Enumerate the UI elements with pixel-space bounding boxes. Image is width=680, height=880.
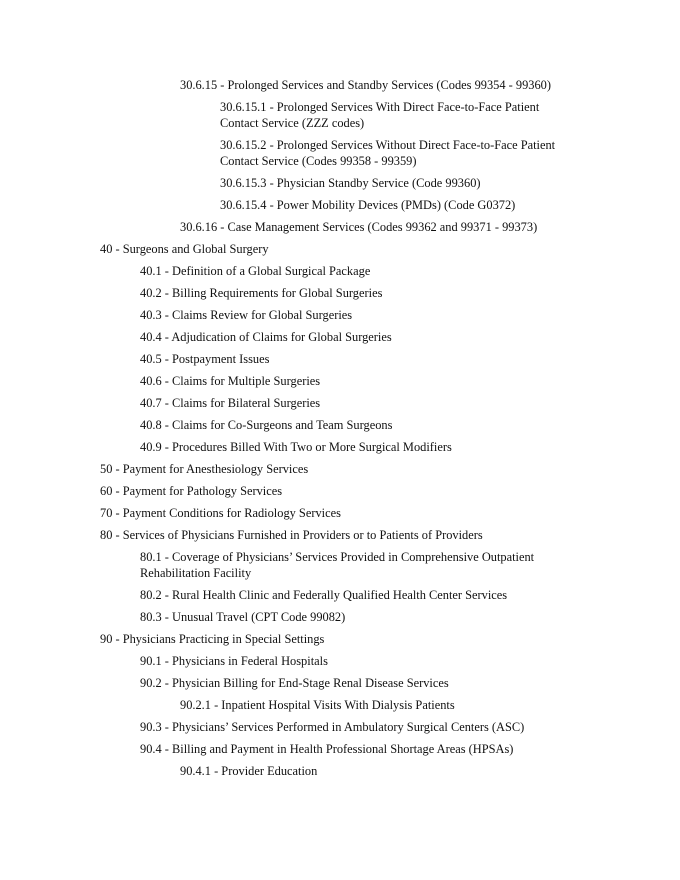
toc-entry[interactable]: 90.2.1 - Inpatient Hospital Visits With Dialysis Patients bbox=[180, 698, 455, 712]
toc-entry[interactable]: 30.6.16 - Case Management Services (Codes 99362 and 99371 - 99373) bbox=[180, 220, 538, 234]
toc-entry[interactable]: 40.2 - Billing Requirements for Global Surgeries bbox=[140, 286, 383, 300]
toc-entry[interactable]: 30.6.15.1 - Prolonged Services With Direct Face-to-Face Patient Contact Service (ZZZ codes) bbox=[220, 100, 540, 130]
toc-entry[interactable]: 40.7 - Claims for Bilateral Surgeries bbox=[140, 396, 321, 410]
toc-entry[interactable]: 80 - Services of Physicians Furnished in Providers or to Patients of Providers bbox=[100, 528, 483, 542]
toc-entry[interactable]: 30.6.15.4 - Power Mobility Devices (PMDs) (Code G0372) bbox=[220, 198, 516, 212]
toc-entry[interactable]: 40.3 - Claims Review for Global Surgeries bbox=[140, 308, 353, 322]
toc-entry[interactable]: 30.6.15.2 - Prolonged Services Without Direct Face-to-Face Patient Contact Service (Codes 99358 - 99359) bbox=[220, 138, 556, 168]
toc-entry[interactable]: 90.4 - Billing and Payment in Health Professional Shortage Areas (HPSAs) bbox=[140, 742, 514, 756]
toc-entry[interactable]: 80.1 - Coverage of Physicians’ Services Provided in Comprehensive Outpatient Rehabilitation Facility bbox=[140, 550, 535, 580]
toc-entry[interactable]: 50 - Payment for Anesthesiology Services bbox=[100, 462, 309, 476]
toc-entry[interactable]: 70 - Payment Conditions for Radiology Services bbox=[100, 506, 341, 520]
toc-entry[interactable]: 40.5 - Postpayment Issues bbox=[140, 352, 270, 366]
toc-entry[interactable]: 90.2 - Physician Billing for End-Stage Renal Disease Services bbox=[140, 676, 449, 690]
toc-entry[interactable]: 80.3 - Unusual Travel (CPT Code 99082) bbox=[140, 610, 346, 624]
toc-entry[interactable]: 40.1 - Definition of a Global Surgical Package bbox=[140, 264, 371, 278]
toc-entry[interactable]: 40.4 - Adjudication of Claims for Global Surgeries bbox=[140, 330, 392, 344]
toc-entry[interactable]: 40.9 - Procedures Billed With Two or More Surgical Modifiers bbox=[140, 440, 452, 454]
toc-entry[interactable]: 60 - Payment for Pathology Services bbox=[100, 484, 283, 498]
table-of-contents bbox=[0, 77, 680, 785]
toc-entry[interactable]: 40.8 - Claims for Co-Surgeons and Team Surgeons bbox=[140, 418, 393, 432]
toc-entry[interactable]: 90.3 - Physicians’ Services Performed in Ambulatory Surgical Centers (ASC) bbox=[140, 720, 525, 734]
toc-entry[interactable]: 30.6.15 - Prolonged Services and Standby Services (Codes 99354 - 99360) bbox=[180, 78, 551, 92]
toc-entry[interactable]: 40 - Surgeons and Global Surgery bbox=[100, 242, 269, 256]
toc-entry[interactable]: 90.4.1 - Provider Education bbox=[180, 764, 318, 778]
toc-entry[interactable]: 80.2 - Rural Health Clinic and Federally Qualified Health Center Services bbox=[140, 588, 508, 602]
toc-entry[interactable]: 90 - Physicians Practicing in Special Settings bbox=[100, 632, 325, 646]
toc-entry[interactable]: 40.6 - Claims for Multiple Surgeries bbox=[140, 374, 321, 388]
toc-entry[interactable]: 30.6.15.3 - Physician Standby Service (Code 99360) bbox=[220, 176, 481, 190]
toc-entry[interactable]: 90.1 - Physicians in Federal Hospitals bbox=[140, 654, 328, 668]
